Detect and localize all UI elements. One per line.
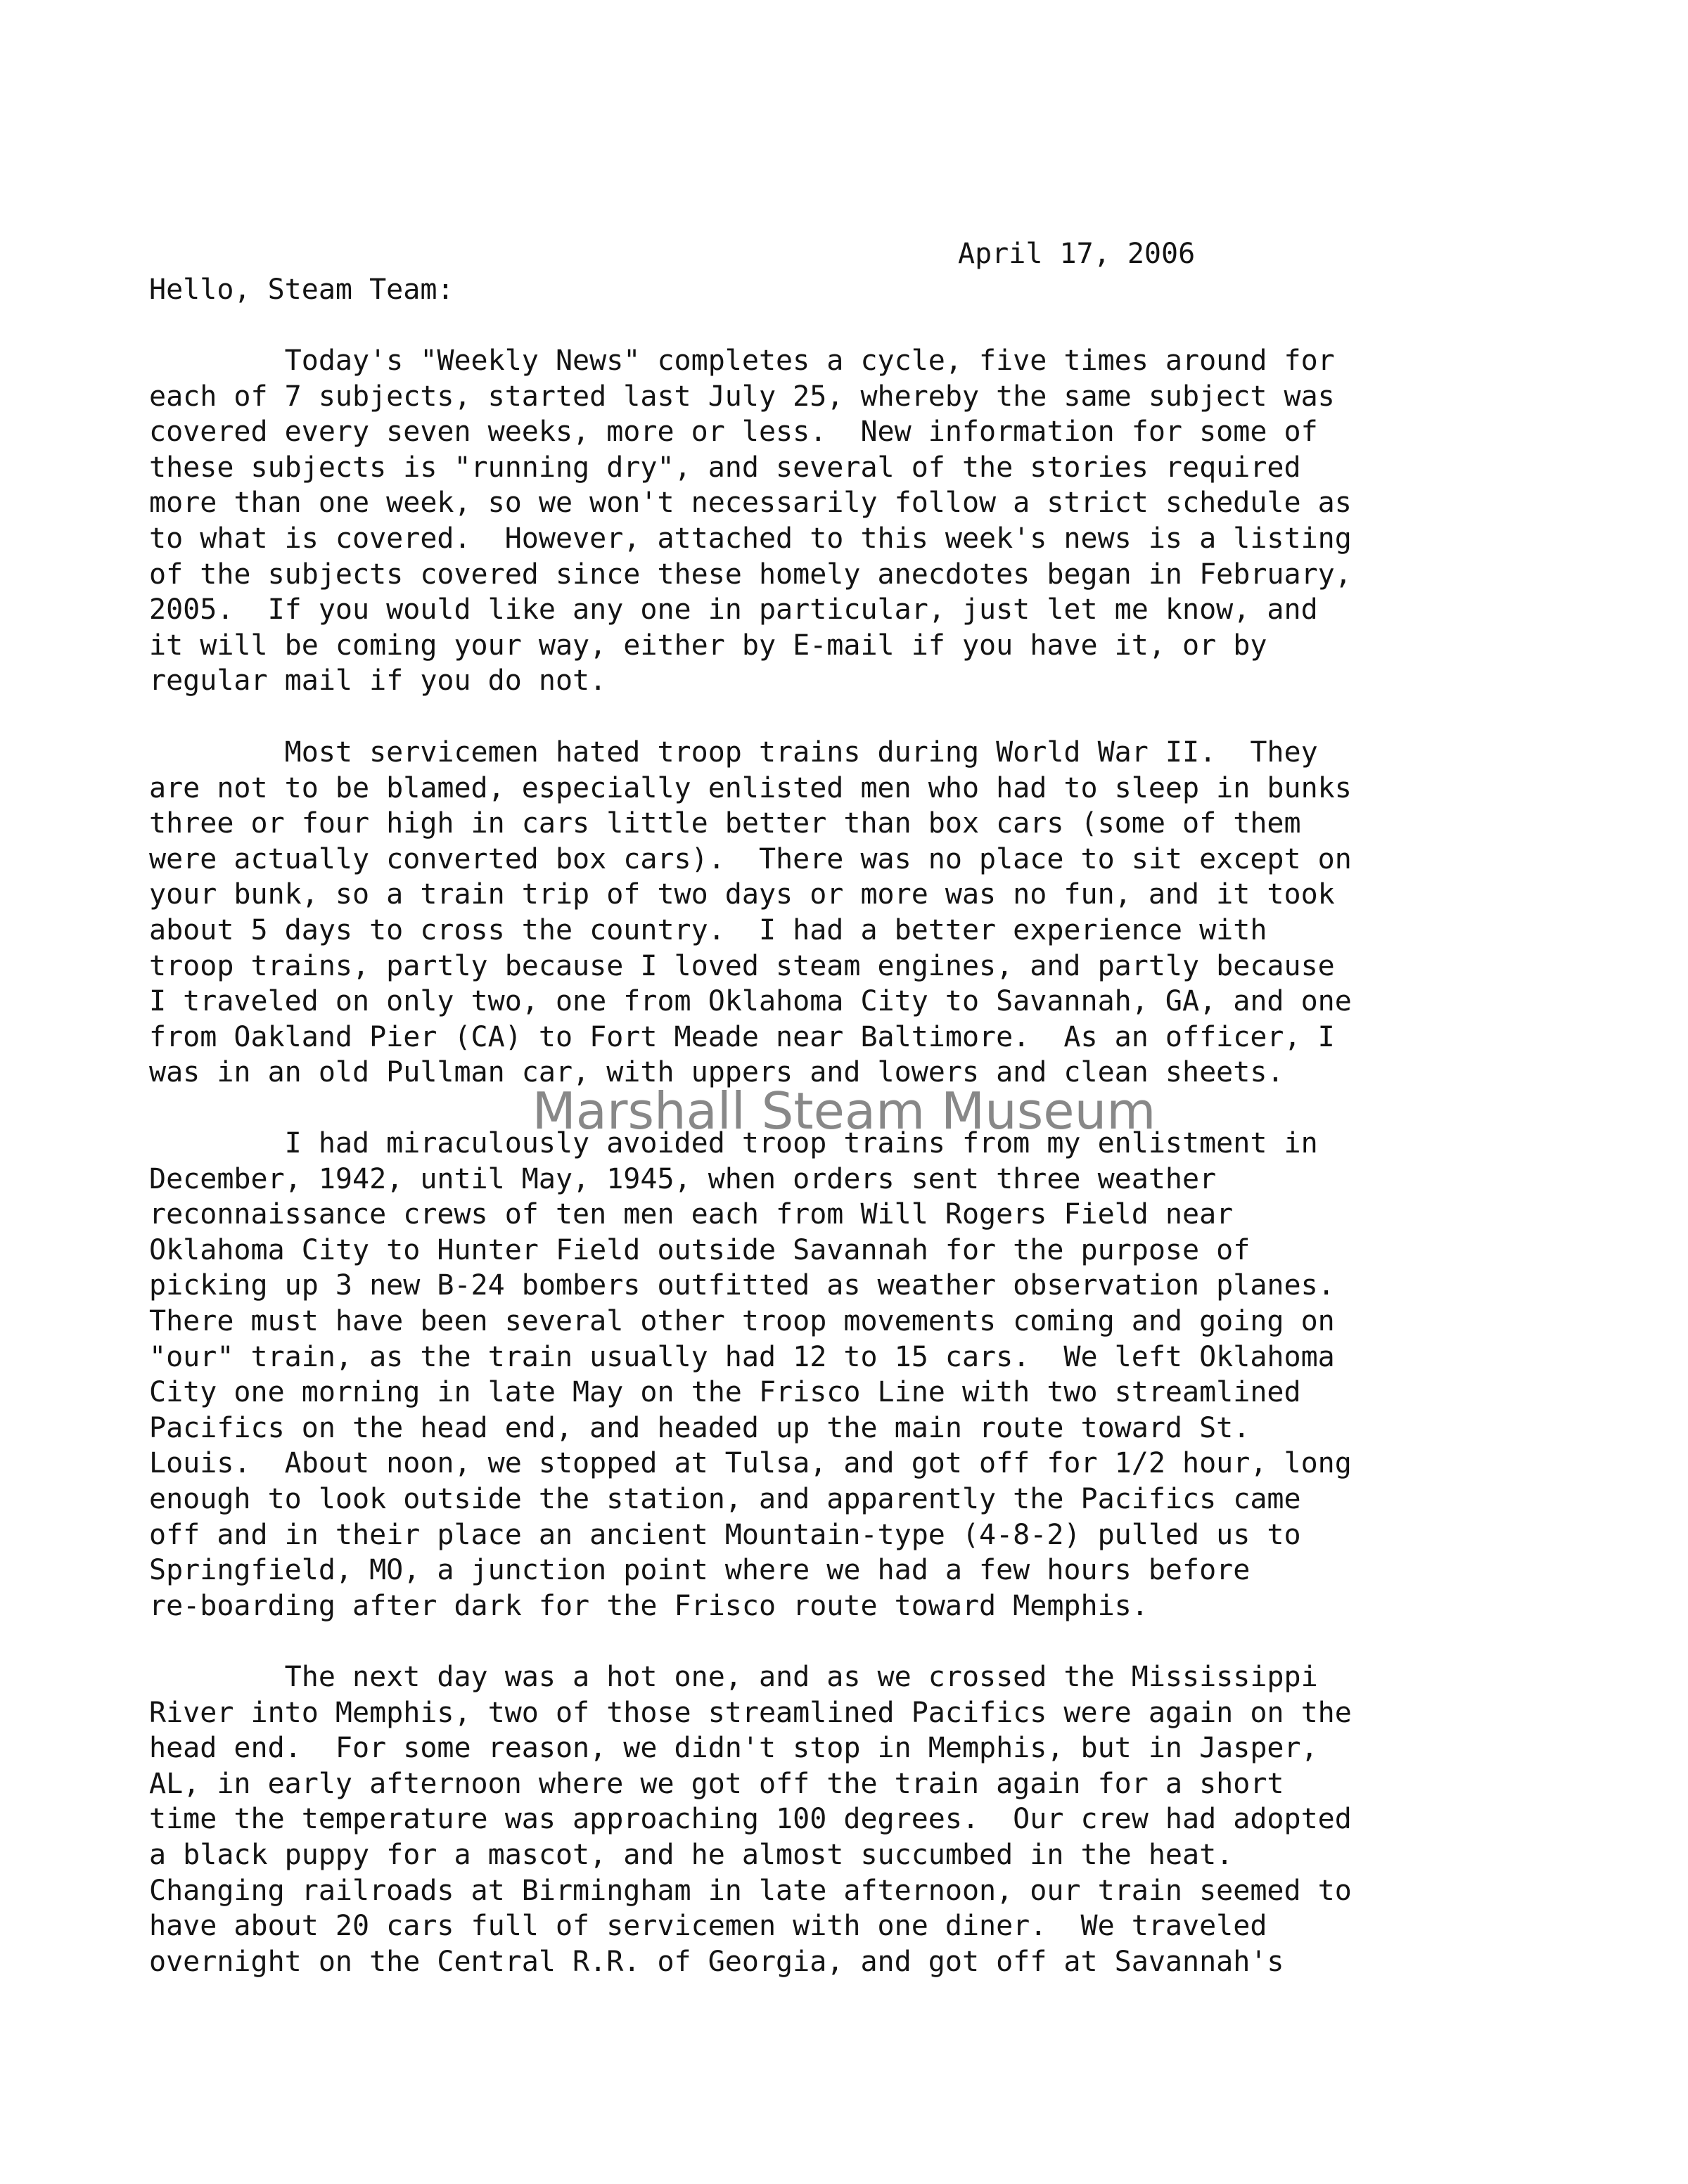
paragraph-line: 2005. If you would like any one in particular, just let me know, and — [149, 593, 1318, 627]
paragraph-line: "our" train, as the train usually had 12 to 15 cars. We left Oklahoma — [149, 1340, 1335, 1373]
paragraph-line: Springfield, MO, a junction point where we had a few hours before — [149, 1554, 1251, 1587]
paragraph-line: are not to be blamed, especially enlisted men who had to sleep in bunks — [149, 771, 1352, 804]
paragraph-line: reconnaissance crews of ten men each from Will Rogers Field near — [149, 1198, 1234, 1231]
paragraph-line: were actually converted box cars). There was no place to sit except on — [149, 842, 1352, 875]
paragraph-line: Changing railroads at Birmingham in late afternoon, our train seemed to — [149, 1874, 1352, 1907]
paragraph-line: Today's "Weekly News" completes a cycle, five times around for — [149, 345, 1335, 377]
paragraph-line: head end. For some reason, we didn't stop in Memphis, but in Jasper, — [149, 1732, 1318, 1765]
paragraph-line: overnight on the Central R.R. of Georgia, and got off at Savannah's — [149, 1945, 1284, 1978]
paragraph-line: three or four high in cars little better than box cars (some of them — [149, 807, 1301, 840]
paragraph-1 — [149, 343, 1352, 699]
paragraph-line: to what is covered. However, attached to this week's news is a listing — [149, 522, 1352, 555]
paragraph-3 — [149, 1126, 1352, 1624]
paragraph-line: There must have been several other troop movements coming and going on — [149, 1304, 1335, 1337]
paragraph-line: time the temperature was approaching 100 degrees. Our crew had adopted — [149, 1803, 1352, 1836]
paragraph-4 — [149, 1659, 1352, 1979]
paragraph-line: River into Memphis, two of those streamlined Pacifics were again on the — [149, 1696, 1352, 1729]
paragraph-line: regular mail if you do not. — [149, 664, 607, 698]
paragraph-2 — [149, 735, 1352, 1091]
paragraph-line: these subjects is "running dry", and several of the stories required — [149, 451, 1301, 484]
paragraph-line: each of 7 subjects, started last July 25, whereby the same subject was — [149, 380, 1335, 413]
paragraph-line: I traveled on only two, one from Oklahoma City to Savannah, GA, and one — [149, 985, 1352, 1018]
paragraph-line: have about 20 cars full of servicemen with one diner. We traveled — [149, 1910, 1267, 1943]
paragraph-line: December, 1942, until May, 1945, when orders sent three weather — [149, 1162, 1217, 1195]
paragraph-line: Pacifics on the head end, and headed up the main route toward St. — [149, 1411, 1251, 1444]
paragraph-line: The next day was a hot one, and as we crossed the Mississippi — [149, 1661, 1318, 1693]
paragraph-line: a black puppy for a mascot, and he almost succumbed in the heat. — [149, 1838, 1234, 1871]
paragraph-line: Oklahoma City to Hunter Field outside Savannah for the purpose of — [149, 1233, 1251, 1266]
paragraph-line: about 5 days to cross the country. I had a better experience with — [149, 913, 1267, 946]
paragraph-line: Most servicemen hated troop trains during World War II. They — [149, 736, 1318, 769]
paragraph-line: AL, in early afternoon where we got off the train again for a short — [149, 1767, 1284, 1800]
paragraph-line: from Oakland Pier (CA) to Fort Meade near Baltimore. As an officer, I — [149, 1020, 1335, 1053]
paragraph-line: I had miraculously avoided troop trains from my enlistment in — [149, 1127, 1318, 1160]
paragraph-line: troop trains, partly because I loved steam engines, and partly because — [149, 949, 1335, 982]
paragraph-line: Louis. About noon, we stopped at Tulsa, and got off for 1/2 hour, long — [149, 1447, 1352, 1480]
museum-watermark: Marshall Steam Museum — [532, 1081, 1156, 1141]
paragraph-line: enough to look outside the station, and apparently the Pacifics came — [149, 1482, 1301, 1515]
paragraph-line: re-boarding after dark for the Frisco route toward Memphis. — [149, 1589, 1149, 1622]
paragraph-line: off and in their place an ancient Mountain-type (4-8-2) pulled us to — [149, 1518, 1301, 1551]
paragraph-line: of the subjects covered since these homely anecdotes began in February, — [149, 558, 1352, 591]
paragraph-line: picking up 3 new B-24 bombers outfitted as weather observation planes. — [149, 1269, 1335, 1302]
paragraph-line: your bunk, so a train trip of two days or more was no fun, and it took — [149, 878, 1335, 911]
letter-greeting: Hello, Steam Team: — [149, 274, 454, 306]
letter-date: April 17, 2006 — [958, 238, 1196, 270]
paragraph-line: was in an old Pullman car, with uppers and lowers and clean sheets. — [149, 1056, 1284, 1089]
paragraph-line: it will be coming your way, either by E-mail if you have it, or by — [149, 629, 1267, 662]
paragraph-line: City one morning in late May on the Frisco Line with two streamlined — [149, 1376, 1301, 1409]
paragraph-line: more than one week, so we won't necessarily follow a strict schedule as — [149, 487, 1352, 520]
paragraph-line: covered every seven weeks, more or less. New information for some of — [149, 416, 1318, 449]
